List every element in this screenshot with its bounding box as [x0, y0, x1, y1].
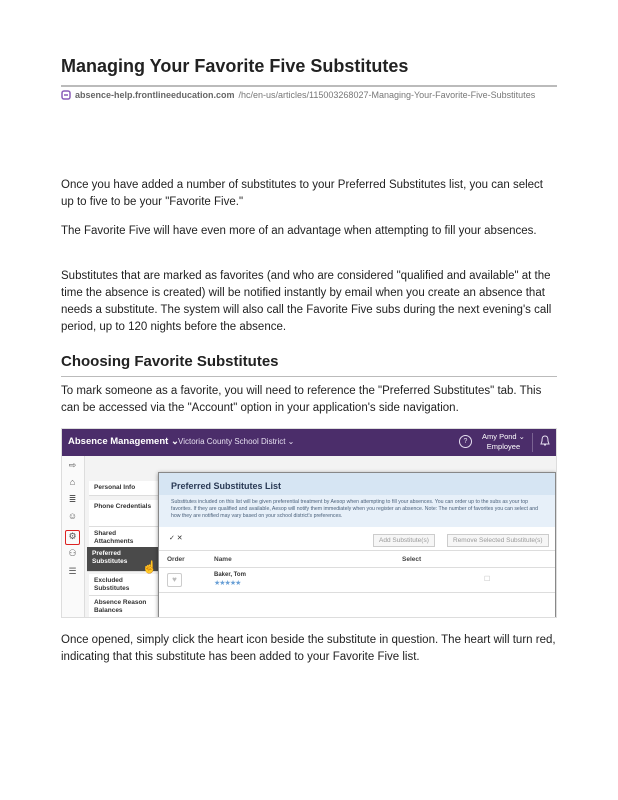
rating-stars: ★★★★★	[214, 580, 241, 587]
section-divider	[61, 376, 557, 377]
url-domain: absence-help.frontlineeducation.com	[75, 90, 235, 100]
side-navigation	[62, 456, 85, 618]
menu-item-phone-credentials[interactable]: Phone Credentials	[89, 500, 159, 527]
heart-icon[interactable]: ♥	[167, 573, 182, 587]
pointer-cursor-icon: ☝	[142, 560, 157, 574]
user-role: Employee	[486, 442, 521, 451]
page-title: Managing Your Favorite Five Substitutes	[61, 56, 409, 76]
url-path: /hc/en-us/articles/115003268027-Managing-Your-Favorite-Five-Substitutes	[238, 90, 536, 100]
panel-toolbar	[159, 530, 555, 551]
account-icon[interactable]: ⚙	[65, 530, 80, 545]
help-icon[interactable]: ?	[459, 435, 472, 448]
district-selector[interactable]: Victoria County School District ⌄	[178, 437, 295, 446]
home-icon[interactable]: ⌂	[69, 477, 76, 487]
panel-note: Substitutes included on this list will be given preferential treatment by Aesop when attempting to fill your absences. You can order up to the subs as your top favorites. If they are qualified and available, Aesop will notify them immediately when you register an absence. Note: The number of favorites you can select and how they are notified may vary based on your school district's preferences.	[159, 495, 555, 527]
table-header	[159, 553, 555, 568]
menu-item-preferred-substitutes[interactable]: Preferred Substitutes	[87, 547, 159, 572]
section-heading: Choosing Favorite Substitutes	[61, 353, 279, 370]
reports-icon[interactable]: ☰	[68, 566, 77, 576]
remove-substitute-button[interactable]: Remove Selected Substitute(s)	[447, 534, 549, 547]
advantage-paragraph: The Favorite Five will have even more of an advantage when attempting to fill your absences.	[61, 225, 537, 237]
add-substitute-button[interactable]: Add Substitute(s)	[373, 534, 435, 547]
bell-icon[interactable]	[540, 435, 550, 447]
column-name: Name	[214, 556, 232, 563]
title-divider	[61, 85, 557, 87]
substitute-name: Baker, Tom	[214, 572, 246, 578]
panel-title: Preferred Substitutes List	[159, 473, 555, 495]
menu-item-personal-info[interactable]: Personal Info	[89, 481, 159, 496]
notification-paragraph: Substitutes that are marked as favorites (and who are considered "qualified and available" at the time the absence is created) will be notified instantly by email when you create an absence that needs a substitute. The system will also call the Favorite Five subs during the next evening's call period, up to 120 nights before the absence.	[61, 270, 552, 333]
column-select: Select	[402, 556, 422, 563]
section-paragraph: To mark someone as a favorite, you will need to reference the "Preferred Substitutes" tab. This can be accessed via the "Account" option in your application's side navigation.	[61, 385, 542, 414]
source-url[interactable]	[61, 90, 535, 100]
intro-paragraph: Once you have added a number of substitutes to your Preferred Substitutes list, you can select up to five to be your "Favorite Five."	[61, 179, 543, 208]
column-order: Order	[167, 556, 185, 563]
menu-item-absence-reason-balances[interactable]: Absence Reason Balances	[89, 596, 159, 618]
topbar-separator	[532, 433, 533, 452]
app-topbar	[62, 429, 556, 456]
app-title[interactable]: Absence Management ⌄	[68, 436, 179, 447]
people-icon[interactable]: ☺	[67, 511, 78, 521]
table-row	[159, 568, 555, 593]
users-icon[interactable]: ⚇	[68, 548, 77, 558]
user-menu[interactable]	[482, 432, 525, 452]
select-checkbox[interactable]: ☐	[484, 576, 491, 583]
menu-item-shared-attachments[interactable]: Shared Attachments	[89, 527, 159, 554]
user-name: Amy Pond ⌄	[482, 432, 525, 441]
list-icon[interactable]: ≣	[68, 494, 77, 504]
closing-paragraph: Once opened, simply click the heart icon beside the substitute in question. The heart will turn red, indicating that this substitute has been added to your Favorite Five list.	[61, 634, 556, 663]
arrow-right-icon[interactable]: ⇨	[68, 460, 77, 470]
link-icon	[61, 90, 71, 100]
embedded-screenshot	[61, 428, 557, 618]
select-toggle[interactable]: ✓ ✕	[169, 535, 183, 542]
menu-item-excluded-substitutes[interactable]: Excluded Substitutes	[89, 574, 159, 596]
preferred-substitutes-panel	[158, 472, 556, 618]
